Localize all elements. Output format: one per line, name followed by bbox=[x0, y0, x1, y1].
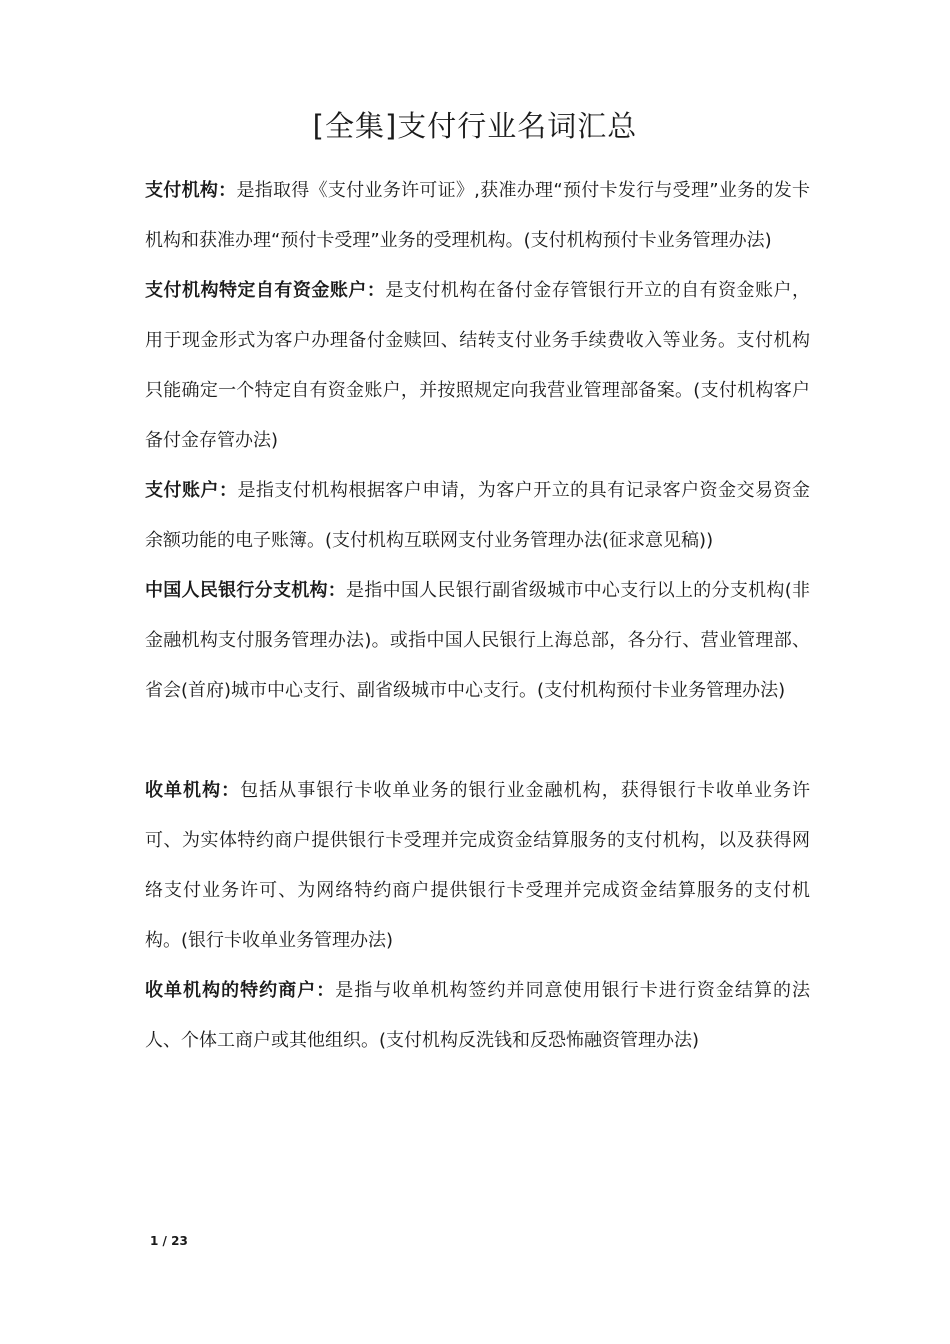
term-definition: 包括从事银行卡收单业务的银行业金融机构，获得银行卡收单业务许可、为实体特约商户提供银行卡受理并完成资金结算服务的支付机构，以及获得网络支付业务许可、为网络特约商户提供银行卡受理并完成资金结算服务的支付机构。(银行卡收单业务管理办法) bbox=[145, 780, 811, 951]
term-definition: 是指与收单机构签约并同意使用银行卡进行资金结算的法人、个体工商户或其他组织。(支付机构反洗钱和反恐怖融资管理办法) bbox=[145, 980, 811, 1051]
term-definition: 是指取得《支付业务许可证》,获准办理“预付卡发行与受理”业务的发卡机构和获准办理“预付卡受理”业务的受理机构。(支付机构预付卡业务管理办法) bbox=[145, 180, 810, 251]
term-definition: 是指支付机构根据客户申请，为客户开立的具有记录客户资金交易资金余额功能的电子账簿。(支付机构互联网支付业务管理办法(征求意见稿)) bbox=[145, 480, 811, 551]
definition-paragraph bbox=[145, 966, 810, 1066]
definition-paragraph bbox=[145, 166, 810, 266]
definition-paragraph bbox=[145, 466, 810, 566]
term-label: 收单机构： bbox=[145, 780, 241, 801]
definition-paragraph bbox=[145, 766, 810, 966]
term-definition: 是支付机构在备付金存管银行开立的自有资金账户，用于现金形式为客户办理备付金赎回、结转支付业务手续费收入等业务。支付机构只能确定一个特定自有资金账户，并按照规定向我营业管理部备案。(支付机构客户备付金存管办法) bbox=[145, 280, 811, 451]
term-definition: 是指中国人民银行副省级城市中心支行以上的分支机构(非金融机构支付服务管理办法)。或指中国人民银行上海总部，各分行、营业管理部、省会(首府)城市中心支行、副省级城市中心支行。(支付机构预付卡业务管理办法) bbox=[145, 580, 810, 701]
paragraph-gap bbox=[145, 716, 810, 766]
page-number: 1 / 23 bbox=[150, 1234, 188, 1248]
document-title: [全集]支付行业名词汇总 bbox=[312, 109, 638, 143]
term-label: 中国人民银行分支机构： bbox=[145, 580, 347, 601]
definition-paragraph bbox=[145, 266, 810, 466]
term-label: 收单机构的特约商户： bbox=[145, 980, 336, 1001]
term-label: 支付机构特定自有资金账户： bbox=[145, 280, 386, 301]
term-label: 支付账户： bbox=[145, 480, 238, 501]
definition-paragraph bbox=[145, 566, 810, 716]
document-body bbox=[145, 166, 810, 1066]
term-label: 支付机构： bbox=[145, 180, 237, 201]
